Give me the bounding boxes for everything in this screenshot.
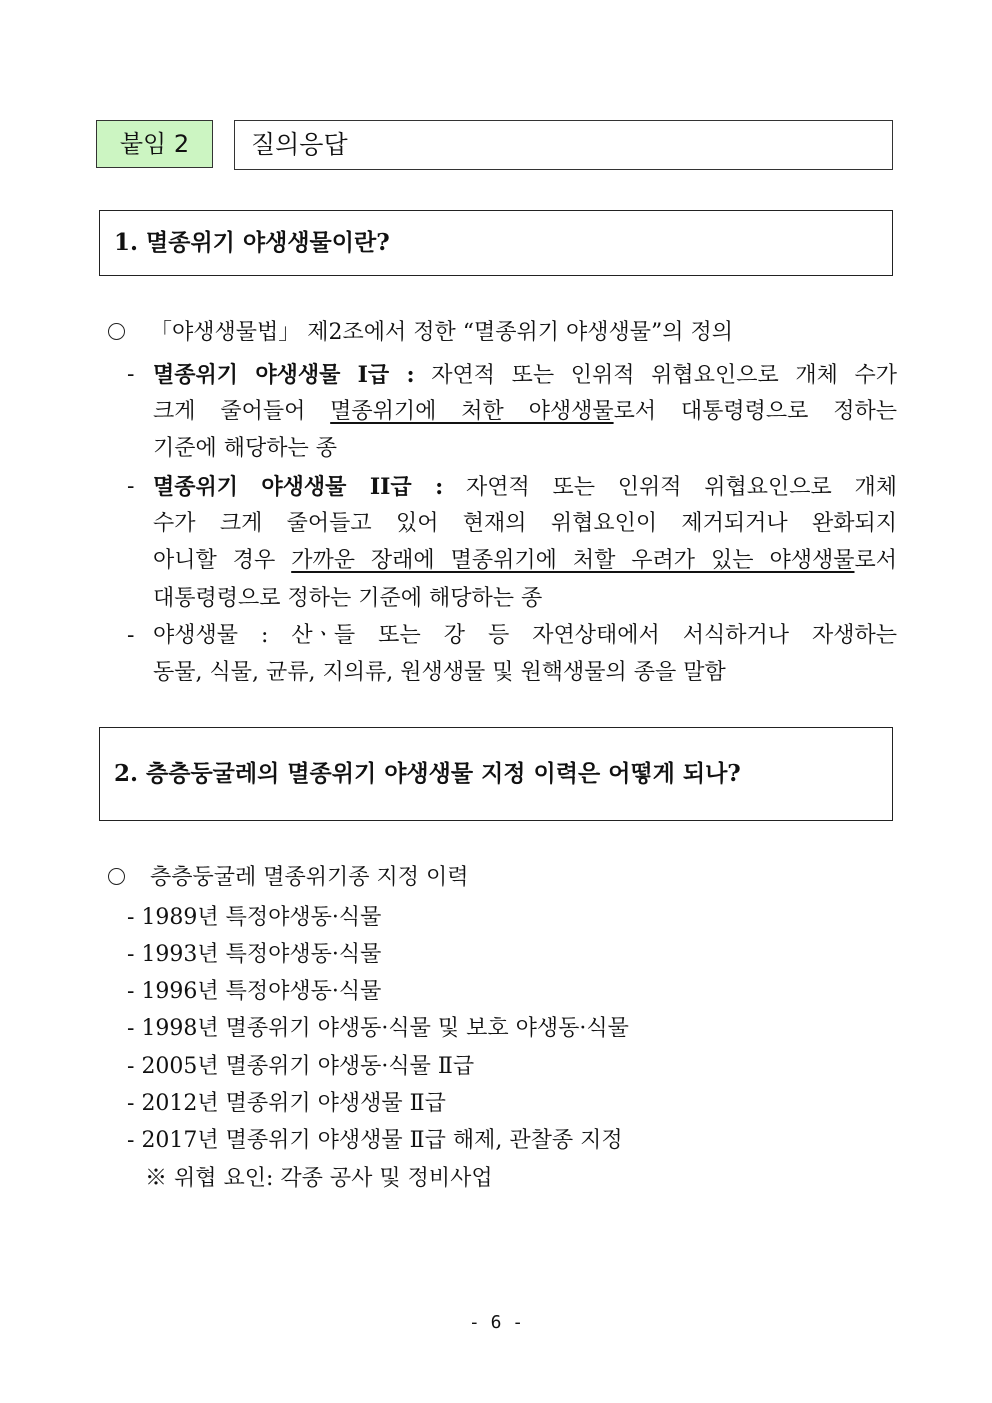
attachment-title: 질의응답 (234, 120, 893, 170)
threat-note: ※ 위협 요인: 각종 공사 및 정비사업 (145, 1166, 493, 1191)
history-item: - 1993년 특정야생동·식물 (127, 942, 382, 967)
item2-label: 멸종위기 야생생물 II급 : (153, 474, 444, 500)
section1-intro (108, 318, 733, 348)
history-item: - 2017년 멸종위기 야생생물 Ⅱ급 해제, 관찰종 지정 (127, 1128, 623, 1153)
dash-marker: - (127, 474, 135, 499)
history-item: - 1998년 멸종위기 야생동·식물 및 보호 야생동·식물 (127, 1016, 629, 1041)
section1-intro-text: 「야생생물법」 제2조에서 정한 “멸종위기 야생생물”의 정의 (150, 320, 734, 345)
history-item: - 1996년 특정야생동·식물 (127, 979, 382, 1004)
item2-line1 (153, 472, 897, 503)
item1-underlined: 멸종위기에 처한 야생생물 (330, 399, 614, 424)
item3-line1: 야생생물 : 산ㆍ들 또는 강 등 자연상태에서 서식하거나 자생하는 (153, 623, 897, 648)
attachment-tag: 붙임 2 (96, 120, 213, 168)
item2-text1: 자연적 또는 인위적 위협요인으로 개체 (465, 475, 897, 500)
item3-line2: 동물, 식물, 균류, 지의류, 원생생물 및 원핵생물의 종을 말함 (153, 660, 726, 685)
item1-text2a: 크게 줄어들어 (153, 399, 306, 424)
item2-line3 (153, 546, 897, 576)
history-item: - 2012년 멸종위기 야생생물 Ⅱ급 (127, 1091, 446, 1116)
item2-text3b: 로서 (854, 548, 897, 573)
circle-bullet-icon (108, 868, 125, 885)
page-number: - 6 - (468, 1312, 524, 1333)
item1-label: 멸종위기 야생생물 I급 : (153, 362, 415, 388)
history-text: 2005년 멸종위기 야생동·식물 Ⅱ급 (141, 1054, 475, 1079)
circle-bullet-icon (108, 323, 125, 340)
history-text: 2017년 멸종위기 야생생물 Ⅱ급 해제, 관찰종 지정 (141, 1128, 623, 1153)
history-text: 1996년 특정야생동·식물 (141, 979, 382, 1004)
dash-marker: - (127, 623, 135, 648)
item1-line3: 기준에 해당하는 종 (153, 436, 338, 461)
history-item: - 1989년 특정야생동·식물 (127, 905, 382, 930)
item2-line2: 수가 크게 줄어들고 있어 현재의 위협요인이 제거되거나 완화되지 (153, 511, 897, 536)
history-text: 1993년 특정야생동·식물 (141, 942, 382, 967)
history-text: 1998년 멸종위기 야생동·식물 및 보호 야생동·식물 (141, 1016, 629, 1041)
item2-line4: 대통령령으로 정하는 기준에 해당하는 종 (153, 586, 543, 611)
history-item: - 2005년 멸종위기 야생동·식물 Ⅱ급 (127, 1054, 475, 1079)
dash-marker: - (127, 362, 135, 387)
history-text: 1989년 특정야생동·식물 (141, 905, 382, 930)
history-text: 2012년 멸종위기 야생생물 Ⅱ급 (141, 1091, 446, 1116)
section2-intro-text: 층층둥굴레 멸종위기종 지정 이력 (150, 865, 469, 890)
question-1-box: 1. 멸종위기 야생생물이란? (99, 210, 893, 276)
item1-text2b: 로서 대통령령으로 정하는 (613, 399, 898, 424)
item1-text1: 자연적 또는 인위적 위협요인으로 개체 수가 (431, 363, 897, 388)
section2-intro (108, 863, 469, 893)
item1-line2 (153, 397, 897, 427)
item2-underlined: 가까운 장래에 멸종위기에 처할 우려가 있는 야생생물 (291, 548, 855, 573)
item2-text3a: 아니할 경우 (153, 548, 276, 573)
question-2-box: 2. 층층둥굴레의 멸종위기 야생생물 지정 이력은 어떻게 되나? (99, 727, 893, 821)
item1-line1 (153, 360, 897, 391)
